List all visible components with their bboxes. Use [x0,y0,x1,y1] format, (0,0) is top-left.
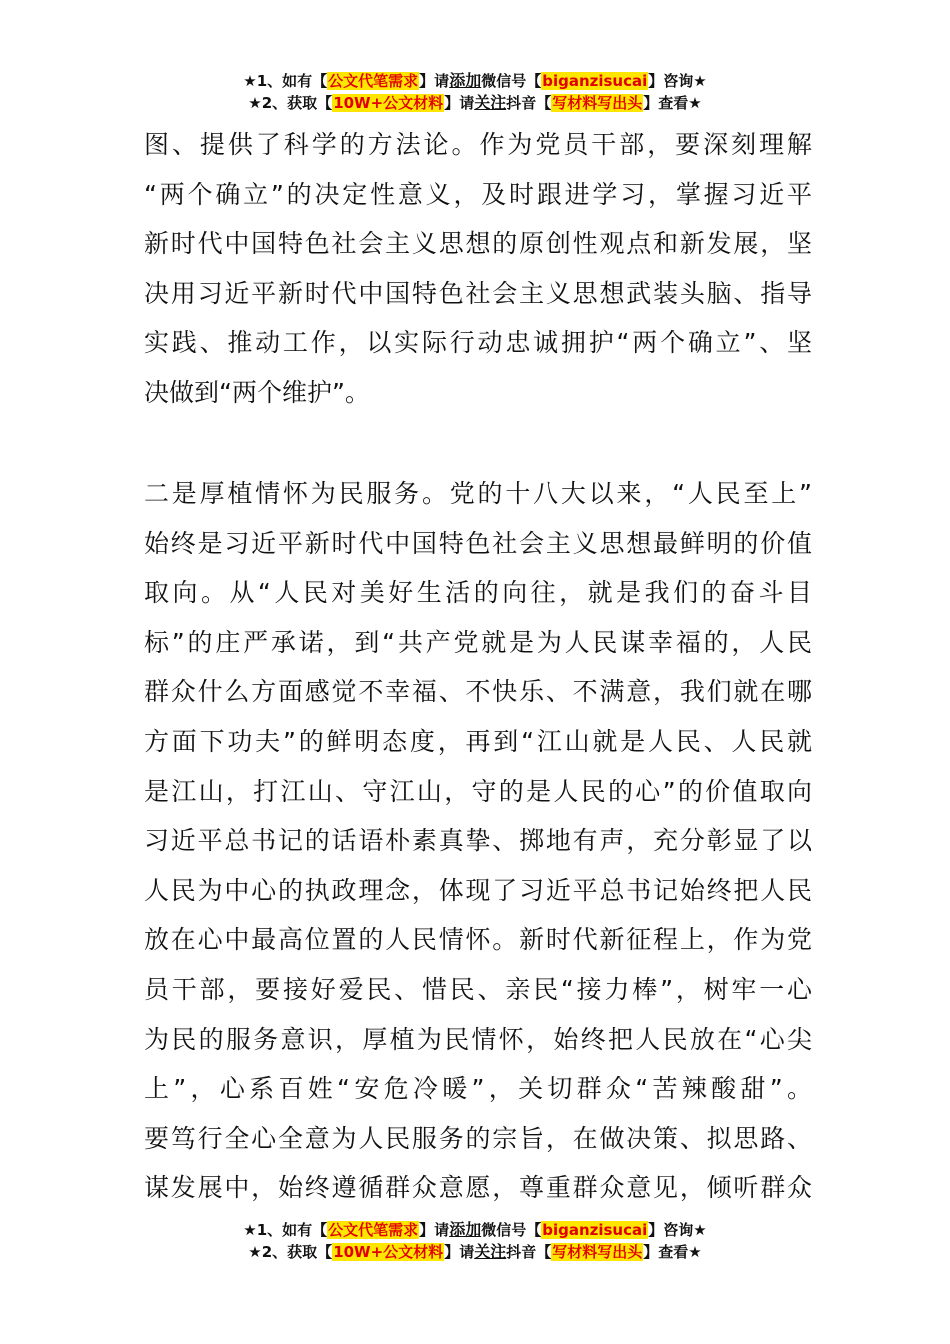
banner-text: 微信号【 [481,72,542,90]
banner-text: 获取【 [287,1243,333,1261]
text-line: “两个确立”的决定性意义，及时跟进学习，掌握习近平 [144,179,812,209]
banner-line-2 [0,92,950,114]
underlined-word: 添加 [449,71,482,90]
text-line: 决用习近平新时代中国特色社会主义思想武装头脑、指导 [144,278,812,308]
highlight-service: 公文代笔需求 [328,1221,419,1239]
text-line: 上”，心系百姓“安危冷暖”，关切群众“苦辣酸甜”。 [144,1074,812,1104]
banner-prefix: ★1、 [243,72,283,90]
banner-prefix: ★2、 [248,94,288,112]
banner-text: 】查看★ [643,1243,702,1261]
highlight-materials: 10W+公文材料 [333,94,444,112]
paragraph-2 [144,469,812,1213]
text-line: 群众什么方面感觉不幸福、不快乐、不满意，我们就在哪 [144,677,812,707]
banner-text: 】咨询★ [648,72,707,90]
banner-text: 如有【 [282,1221,328,1239]
wechat-id: biganzisucai [542,72,648,90]
banner-line-1 [0,1219,950,1241]
banner-line-1 [0,70,950,92]
banner-text: 】请 [419,1221,450,1239]
text-line: 人民为中心的执政理念，体现了习近平总书记始终把人民 [144,875,812,905]
banner-text: 微信号【 [481,1221,542,1239]
banner-text: 抖音【 [506,94,552,112]
highlight-materials: 10W+公文材料 [333,1243,444,1261]
banner-text: 如有【 [282,72,328,90]
header-banner [0,70,950,114]
text-line: 方面下功夫”的鲜明态度，再到“江山就是人民、人民就 [144,726,812,756]
text-line: 员干部，要接好爱民、惜民、亲民“接力棒”，树牢一心 [144,974,812,1004]
underlined-word: 添加 [449,1220,482,1239]
banner-text: 】请 [419,72,450,90]
text-line: 放在心中最高位置的人民情怀。新时代新征程上，作为党 [144,925,812,955]
banner-line-2 [0,1241,950,1263]
text-line: 是江山，打江山、守江山，守的是人民的心”的价值取向 [144,776,812,806]
text-line: 二是厚植情怀为民服务。党的十八大以来，“人民至上” [144,479,812,508]
highlight-service: 公文代笔需求 [328,72,419,90]
banner-text: 】咨询★ [648,1221,707,1239]
text-line: 取向。从“人民对美好生活的向往，就是我们的奋斗目 [144,578,812,608]
banner-text: 抖音【 [506,1243,552,1261]
paragraph-1 [144,120,812,418]
text-line: 要笃行全心全意为人民服务的宗旨，在做决策、拟思路、 [144,1123,812,1153]
text-line: 新时代中国特色社会主义思想的原创性观点和新发展，坚 [144,229,812,259]
text-line: 实践、推动工作，以实际行动忠诚拥护“两个确立”、坚 [144,328,812,358]
underlined-word: 关注 [474,1242,507,1261]
wechat-id: biganzisucai [542,1221,648,1239]
banner-prefix: ★1、 [243,1221,283,1239]
underlined-word: 关注 [474,93,507,112]
text-line: 为民的服务意识，厚植为民情怀，始终把人民放在“心尖 [144,1024,812,1054]
text-line: 决做到“两个维护”。 [144,377,370,407]
text-line: 习近平总书记的话语朴素真挚、掷地有声，充分彰显了以 [144,826,812,856]
text-line: 标”的庄严承诺，到“共产党就是为人民谋幸福的，人民 [144,627,812,657]
douyin-account: 写材料写出头 [552,94,643,112]
text-line: 谋发展中，始终遵循群众意愿，尊重群众意见，倾听群众 [144,1173,812,1203]
banner-prefix: ★2、 [248,1243,288,1261]
footer-banner [0,1219,950,1263]
text-line: 始终是习近平新时代中国特色社会主义思想最鲜明的价值 [144,528,812,558]
banner-text: 】请 [444,1243,475,1261]
banner-text: 】请 [444,94,475,112]
text-line: 图、提供了科学的方法论。作为党员干部，要深刻理解 [144,130,812,159]
banner-text: 】查看★ [643,94,702,112]
douyin-account: 写材料写出头 [552,1243,643,1261]
banner-text: 获取【 [287,94,333,112]
